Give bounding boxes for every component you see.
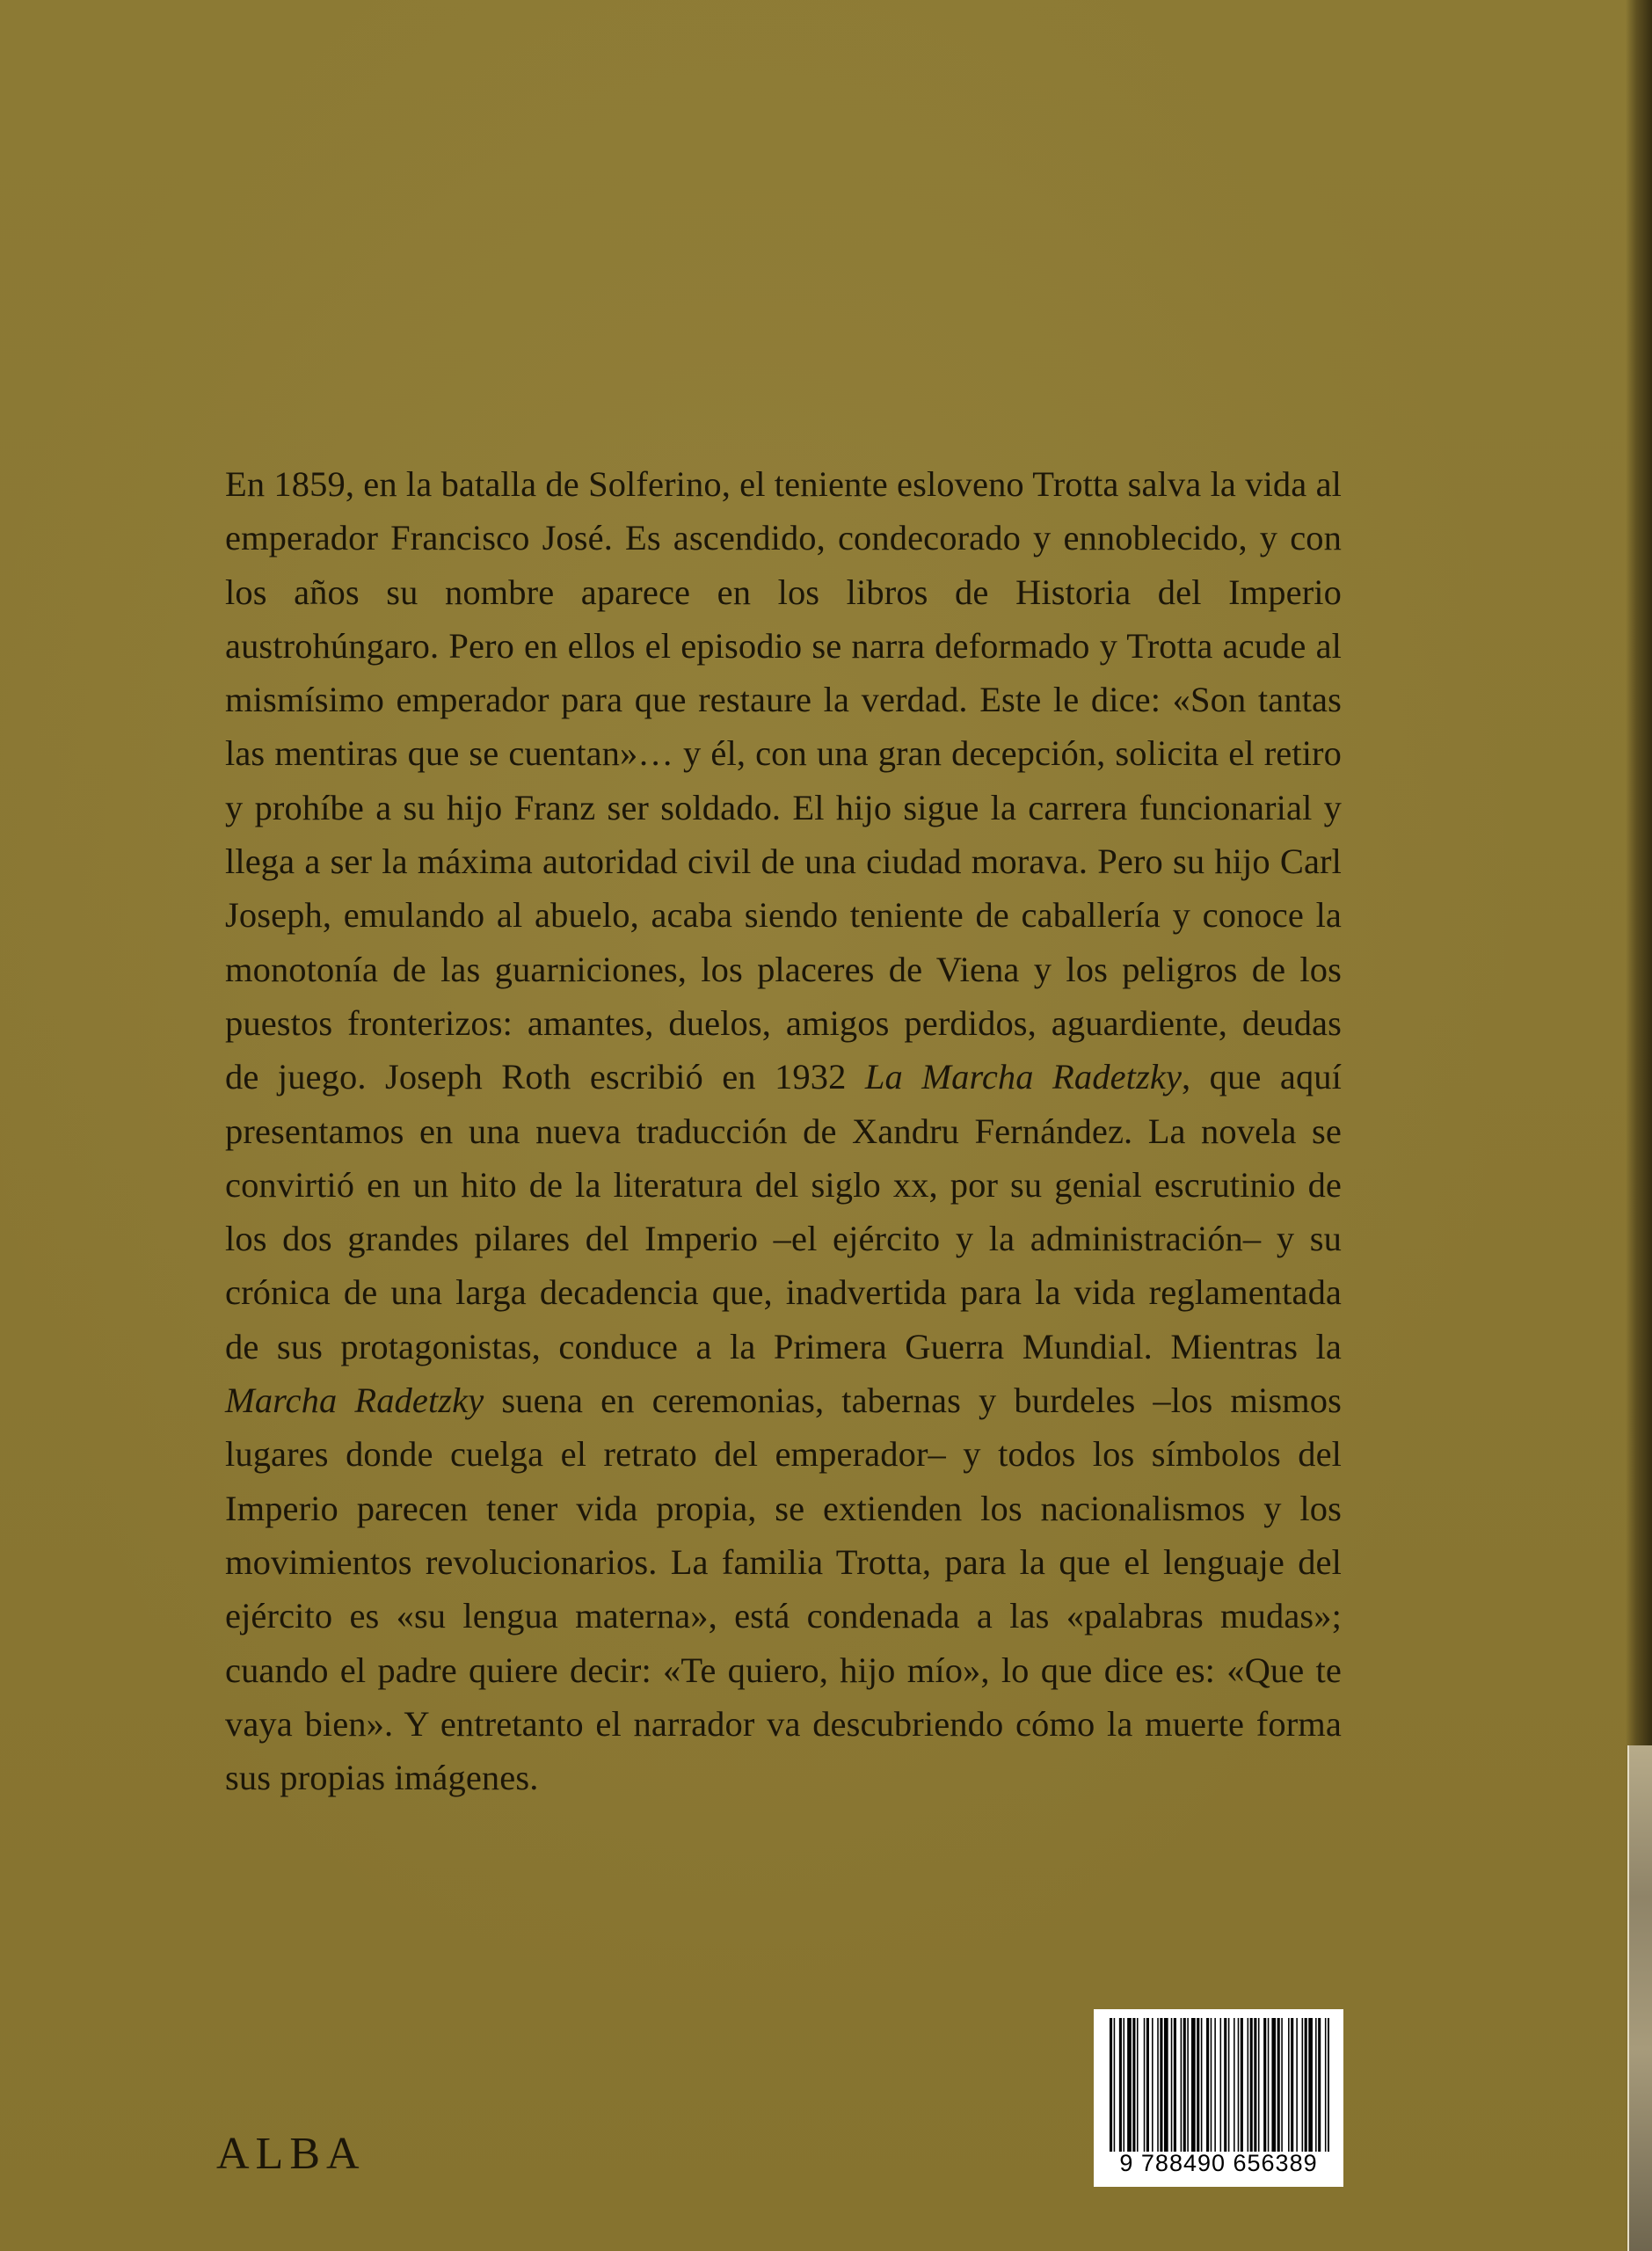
barcode-bar: [1197, 2018, 1199, 2152]
barcode-bar: [1258, 2018, 1260, 2152]
barcode-bar: [1318, 2018, 1321, 2152]
blurb-text-part-3: suena en ceremonias, tabernas y burdeles –los mismos lugares donde cuelga el retrato del emperador– y todos los símbolos del Imperio parecen tener vida propia, se extienden los nacionalismos y los movimientos revolucionarios. La familia Trotta, para la que el lenguaje del ejército es «su lengua materna», está condenada a las «palabras mudas»; cuando el padre quiere decir: «Te quiero, hijo mío», lo que dice es: «Que te vaya bien». Y entretanto el narrador va descubriendo cómo la muerte forma sus propias imágenes.: [225, 1380, 1342, 1798]
barcode-bar: [1308, 2018, 1313, 2152]
blurb-text-part-1: En 1859, en la batalla de Solferino, el teniente esloveno Trotta salva la vida al emperador Francisco José. Es ascendido, condecorado y ennoblecido, y con los años su nombre aparece en los libros de Historia del Imperio austrohúngaro. Pero en ellos el episodio se narra deformado y Trotta acude al mismísimo emperador para que restaure la verdad. Este le dice: «Son tantas las mentiras que se cuentan»… y él, con una gran decepción, solicita el retiro y prohíbe a su hijo Franz ser soldado. El hijo sigue la carrera funcionarial y llega a ser la máxima autoridad civil de una ciudad morava. Pero su hijo Carl Joseph, emulando al abuelo, acaba siendo teniente de caballería y conoce la monotonía de las guarniciones, los placeres de Viena y los peligros de los puestos fronterizos: amantes, duelos, amigos perdidos, aguardiente, deudas de juego. Joseph Roth escribió en 1932: [225, 464, 1343, 1097]
barcode-bars: [1110, 2018, 1329, 2152]
barcode-bar: [1119, 2018, 1122, 2152]
front-cover-flap-edge: [1627, 1745, 1652, 2251]
barcode-bar: [1183, 2018, 1186, 2152]
barcode-bar: [1110, 2018, 1112, 2152]
barcode-bar: [1248, 2018, 1249, 2152]
barcode-bar: [1291, 2018, 1293, 2152]
barcode-bar: [1271, 2018, 1276, 2152]
barcode-bar: [1164, 2018, 1168, 2152]
barcode-bar: [1174, 2018, 1176, 2152]
blurb-text-part-2: , que aquí presentamos en una nueva traducción de Xandru Fernández. La novela se convirtió en un hito de la literatura del siglo xx, por su genial escrutinio de los dos grandes pilares del Imperio –el ejército y la administración– y su crónica de una larga decadencia que, inadvertida para la vida reglamentada de sus protagonistas, conduce a la Primera Guerra Mundial. Mientras la: [225, 1057, 1342, 1366]
barcode-bar: [1238, 2018, 1240, 2152]
barcode-bar: [1228, 2018, 1230, 2152]
barcode-bar: [1157, 2018, 1159, 2152]
blurb-title-italic-2: Marcha Radetzky: [225, 1380, 484, 1421]
barcode-bar: [1146, 2018, 1149, 2152]
isbn-barcode: [1094, 2009, 1343, 2187]
barcode-bar: [1171, 2018, 1173, 2152]
barcode-bar: [1234, 2018, 1235, 2152]
barcode-bar: [1315, 2018, 1317, 2152]
barcode-bar: [1296, 2018, 1298, 2152]
barcode-bar: [1132, 2018, 1135, 2152]
barcode-bar: [1152, 2018, 1153, 2152]
barcode-bar: [1305, 2018, 1307, 2152]
barcode-bar: [1325, 2018, 1327, 2152]
publisher-logo: ALBA: [216, 2129, 366, 2179]
barcode-bar: [1181, 2018, 1183, 2152]
barcode-bar: [1211, 2018, 1212, 2152]
barcode-bar: [1191, 2018, 1196, 2152]
blurb-paragraph: [225, 457, 1342, 1804]
barcode-bar: [1144, 2018, 1146, 2152]
barcode-bar: [1254, 2018, 1256, 2152]
barcode-bar: [1281, 2018, 1283, 2152]
barcode-bar: [1187, 2018, 1189, 2152]
blurb-title-italic-1: La Marcha Radetzky: [864, 1057, 1183, 1097]
isbn-number: 9 788490 656389: [1119, 2150, 1318, 2176]
barcode-bar: [1268, 2018, 1270, 2152]
barcode-bar: [1302, 2018, 1304, 2152]
barcode-bar: [1277, 2018, 1280, 2152]
barcode-bar: [1124, 2018, 1125, 2152]
barcode-bar: [1114, 2018, 1116, 2152]
barcode-bar: [1328, 2018, 1329, 2152]
barcode-bar: [1224, 2018, 1226, 2152]
barcode-bar: [1137, 2018, 1139, 2152]
barcode-bar: [1250, 2018, 1253, 2152]
barcode-bar: [1214, 2018, 1216, 2152]
barcode-bar: [1241, 2018, 1243, 2152]
barcode-bar: [1288, 2018, 1290, 2152]
barcode-bar: [1160, 2018, 1162, 2152]
barcode-bar: [1263, 2018, 1266, 2152]
barcode-bar: [1201, 2018, 1203, 2152]
barcode-bar: [1127, 2018, 1132, 2152]
barcode-bar: [1220, 2018, 1222, 2152]
barcode-bar: [1206, 2018, 1209, 2152]
